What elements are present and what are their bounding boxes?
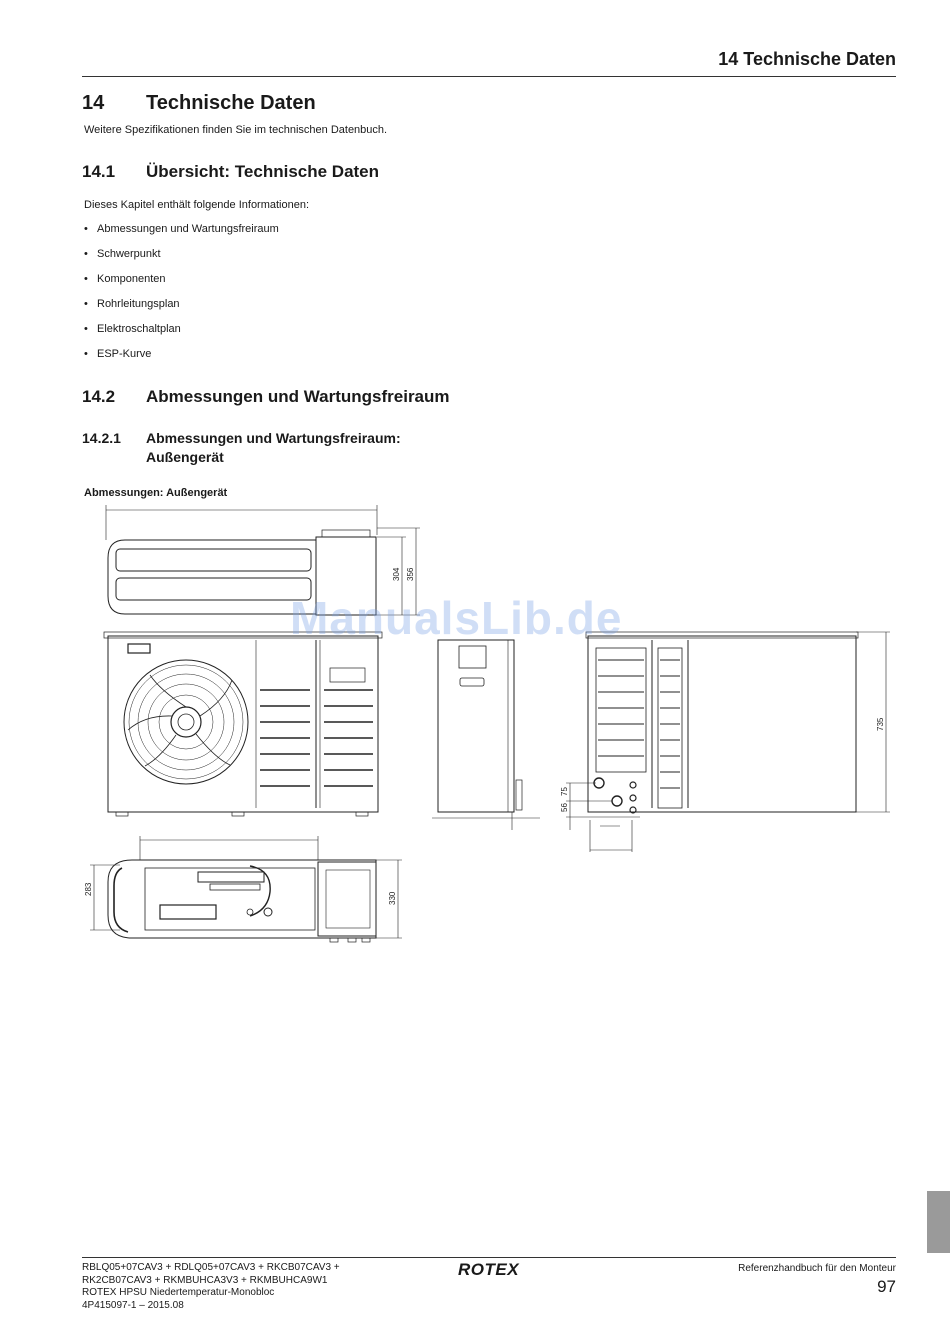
- section-number: 14.2: [82, 387, 116, 406]
- footer-product-info: [82, 1262, 340, 1312]
- section-title: Übersicht: Technische Daten: [146, 162, 380, 181]
- chapter-side-tab: [927, 1191, 950, 1253]
- rear-view: [566, 632, 890, 852]
- bottom-view: [90, 836, 402, 942]
- page-number: 97: [877, 1277, 896, 1296]
- side-view: [432, 640, 540, 830]
- list-item: • Schwerpunkt: [84, 248, 279, 273]
- list-item: • Rohrleitungsplan: [84, 298, 279, 323]
- chapter-number: 14: [82, 92, 105, 114]
- list-item: • Komponenten: [84, 273, 279, 298]
- section-lead-text: Dieses Kapitel enthält folgende Informationen:: [84, 199, 310, 211]
- footer-line: RBLQ05+07CAV3 + RDLQ05+07CAV3 + RKCB07CAV3 +: [82, 1262, 340, 1273]
- dim-label-304: 304: [392, 567, 401, 581]
- front-view: [104, 632, 382, 816]
- section-number: 14.1: [82, 162, 116, 181]
- brand-logo: ROTEX: [458, 1260, 520, 1279]
- subsection-number: 14.2.1: [82, 430, 121, 446]
- dim-label-56: 56: [560, 803, 569, 812]
- subsection-title: Abmessungen und Wartungsfreiraum: Außengerät: [146, 430, 401, 465]
- footer-line: ROTEX HPSU Niedertemperatur-Monobloc: [82, 1287, 275, 1298]
- footer-line: RK2CB07CAV3 + RKMBUHCA3V3 + RKMBUHCA9W1: [82, 1274, 328, 1286]
- dim-label-75: 75: [560, 787, 569, 796]
- list-item: • ESP-Kurve: [84, 348, 279, 373]
- figure-caption: Abmessungen: Außengerät: [84, 487, 228, 499]
- dim-label-735: 735: [876, 717, 885, 731]
- chapter-intro: Weitere Spezifikationen finden Sie im technischen Datenbuch.: [84, 124, 388, 136]
- footer-rule: [82, 1257, 896, 1258]
- watermark: ManualsLib.de: [290, 592, 623, 644]
- section-title: Abmessungen und Wartungsfreiraum: [146, 387, 450, 406]
- chapter-title: Technische Daten: [146, 92, 316, 114]
- footer-document-title: Referenzhandbuch für den Monteur: [738, 1263, 896, 1274]
- footer-line: 4P415097-1 – 2015.08: [82, 1299, 184, 1311]
- list-item: • Elektroschaltplan: [84, 323, 279, 348]
- list-item: • Abmessungen und Wartungsfreiraum: [84, 223, 279, 248]
- dim-label-356: 356: [406, 567, 415, 581]
- running-header-title: 14 Technische Daten: [718, 49, 896, 69]
- dim-label-283: 283: [84, 882, 93, 896]
- dim-label-330: 330: [388, 891, 397, 905]
